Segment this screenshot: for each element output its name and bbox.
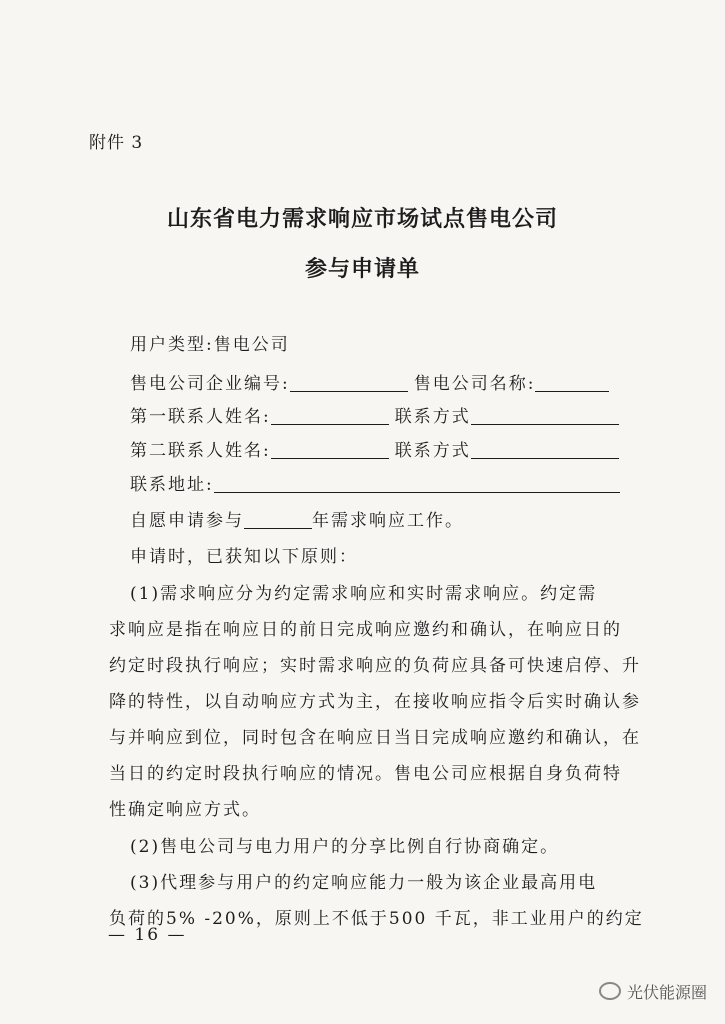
contact1-method-label: 联系方式 — [394, 407, 471, 427]
wechat-icon — [599, 982, 621, 1000]
p1-line-3: 约定时段执行响应；实时需求响应的负荷应具备可快速启停、升 — [109, 656, 641, 676]
address-blank[interactable] — [214, 475, 620, 493]
intro-text: 申请时，已获知以下原则： — [130, 547, 358, 567]
p1-line-2: 求响应是指在响应日的前日完成响应邀约和确认，在响应日的 — [109, 620, 622, 640]
p1-line-5: 与并响应到位，同时包含在响应日当日完成响应邀约和确认，在 — [109, 728, 641, 748]
contact1-method-blank[interactable] — [471, 407, 619, 425]
watermark — [599, 980, 707, 1003]
willing-line — [130, 506, 464, 531]
watermark-text: 光伏能源圈 — [626, 983, 707, 1002]
contact2-label: 第二联系人姓名: — [130, 441, 271, 461]
company-line — [130, 369, 609, 394]
p3-line-2: 负荷的5% -20%，原则上不低于500 千瓦，非工业用户的约定 — [109, 909, 644, 929]
contact2-method-label: 联系方式 — [394, 441, 471, 461]
intro-line — [130, 542, 358, 567]
title-line-1: 山东省电力需求响应市场试点售电公司 — [166, 206, 558, 232]
contact2-line — [130, 436, 619, 461]
contact2-name-blank[interactable] — [271, 441, 389, 459]
user-type-line — [130, 330, 290, 355]
contact1-label: 第一联系人姓名: — [130, 407, 271, 427]
address-label: 联系地址: — [130, 475, 214, 495]
contact2-method-blank[interactable] — [471, 441, 619, 459]
p3-line-1: (3)代理参与用户的约定响应能力一般为该企业最高用电 — [130, 873, 598, 893]
company-name-blank[interactable] — [535, 374, 609, 392]
willing-suffix: 年需求响应工作。 — [312, 511, 464, 531]
p2-line: (2)售电公司与电力用户的分享比例自行协商确定。 — [130, 837, 560, 857]
user-type-text: 用户类型:售电公司 — [130, 335, 290, 355]
p1-line-4: 降的特性，以自动响应方式为主，在接收响应指令后实时确认参 — [109, 692, 641, 712]
address-line — [130, 470, 620, 495]
contact1-line — [130, 402, 619, 427]
page-number: — 16 — — [108, 925, 187, 945]
attachment-label: 附件 3 — [89, 133, 144, 153]
contact1-name-blank[interactable] — [271, 407, 389, 425]
p1-line-1: (1)需求响应分为约定需求响应和实时需求响应。约定需 — [130, 584, 598, 604]
willing-prefix: 自愿申请参与 — [130, 511, 244, 531]
year-blank[interactable] — [244, 511, 312, 529]
p1-line-6: 当日的约定时段执行响应的情况。售电公司应根据自身负荷特 — [109, 764, 622, 784]
title-line-2: 参与申请单 — [304, 256, 420, 282]
company-id-label: 售电公司企业编号: — [130, 374, 290, 394]
p1-line-7: 性确定响应方式。 — [109, 800, 261, 820]
company-id-blank[interactable] — [290, 374, 408, 392]
company-name-label: 售电公司名称: — [413, 374, 536, 394]
